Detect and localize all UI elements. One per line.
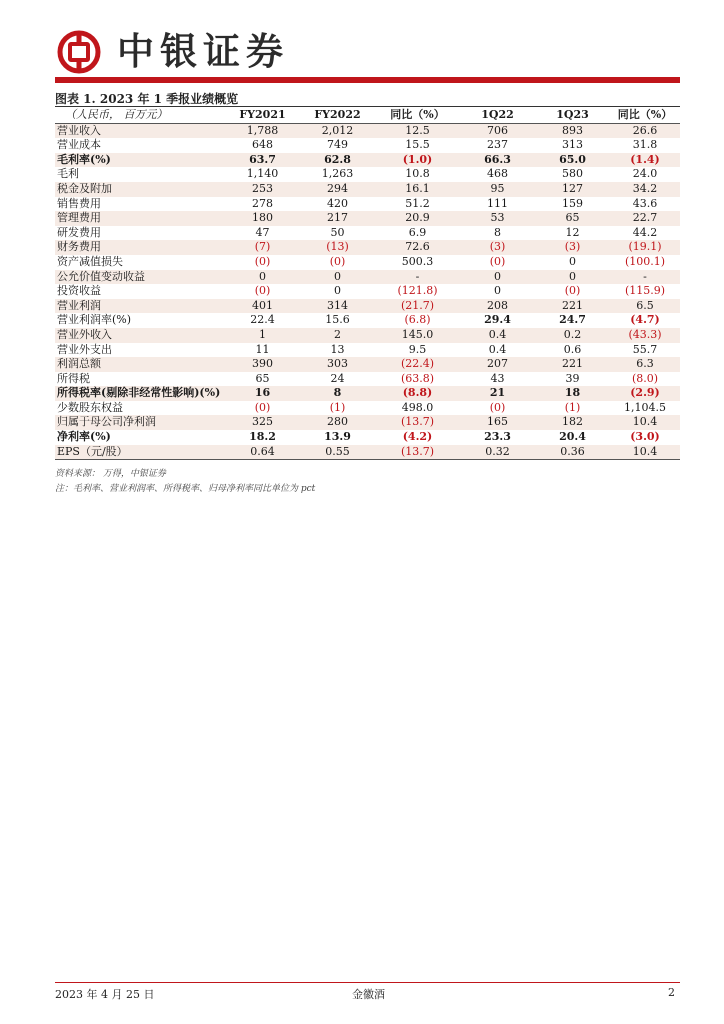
table-cell: 6.5	[610, 299, 680, 314]
table-cell: (6.8)	[404, 313, 431, 327]
table-row	[55, 211, 680, 226]
table-cell: 111	[487, 196, 508, 210]
table-cell: 6.3	[610, 357, 680, 372]
table-cell: (7)	[225, 240, 300, 255]
table-cell: 159	[562, 196, 583, 210]
table-cell: 65.0	[535, 153, 610, 168]
table-cell: (22.4)	[375, 357, 460, 372]
table-cell: (3.0)	[630, 430, 660, 444]
table-cell: 294	[300, 182, 375, 197]
row-label: 财务费用	[55, 240, 225, 255]
row-label: 营业利润率(%)	[57, 313, 132, 327]
table-cell: 207	[460, 357, 535, 372]
table-cell: 1	[225, 328, 300, 343]
table-cell: (3)	[460, 240, 535, 255]
table-cell: 8	[300, 386, 375, 401]
table-cell: 63.7	[225, 153, 300, 168]
header-divider	[55, 77, 680, 83]
table-cell: (4.7)	[630, 313, 660, 327]
table-cell: 72.6	[375, 240, 460, 255]
table-cell: 237	[487, 138, 508, 152]
table-cell: 1,263	[321, 167, 354, 181]
table-cell: 51.2	[405, 196, 430, 210]
table-cell: 12	[565, 225, 580, 239]
table-header-row	[55, 108, 680, 123]
row-label: 公允价值变动收益	[55, 270, 225, 285]
table-cell: (0)	[254, 254, 271, 268]
table-cell: (19.1)	[610, 240, 680, 255]
table-cell: (0)	[329, 254, 346, 268]
table-cell: 2,012	[300, 123, 375, 138]
table-cell: (1.4)	[610, 153, 680, 168]
table-cell: 221	[535, 357, 610, 372]
table-cell: 253	[225, 182, 300, 197]
table-cell: 0.2	[535, 328, 610, 343]
table-cell: 6.9	[408, 225, 427, 239]
column-header: FY2022	[300, 108, 375, 123]
table-cell: 55.7	[632, 342, 658, 356]
row-label: 营业外支出	[57, 342, 112, 356]
table-cell: (2.9)	[610, 386, 680, 401]
row-label: 税金及附加	[55, 182, 225, 197]
table-cell: 0.4	[488, 342, 507, 356]
table-row	[55, 386, 680, 401]
row-label: 营业利润	[55, 299, 225, 314]
table-cell: 278	[252, 196, 273, 210]
table-cell: 24.7	[559, 313, 586, 327]
table-cell: 280	[300, 415, 375, 430]
table-cell: 182	[535, 415, 610, 430]
row-label: 营业成本	[57, 138, 101, 152]
table-cell: 18.2	[249, 430, 276, 444]
table-cell: 13.9	[324, 430, 351, 444]
row-label: 营业外收入	[55, 328, 225, 343]
table-cell: 500.3	[401, 254, 434, 268]
table-row	[55, 372, 680, 387]
table-cell: 706	[460, 123, 535, 138]
table-row	[55, 299, 680, 314]
footer-company: 金徽酒	[352, 988, 385, 1001]
table-cell: (121.8)	[397, 284, 438, 298]
table-cell: 20.4	[559, 430, 586, 444]
table-cell: 145.0	[375, 328, 460, 343]
table-cell: 43.6	[632, 196, 658, 210]
table-cell: 390	[225, 357, 300, 372]
figure-title: 图表 1. 2023 年 1 季报业绩概览	[55, 92, 239, 106]
table-cell: 314	[300, 299, 375, 314]
table-cell: 180	[225, 211, 300, 226]
table-cell: 22.7	[610, 211, 680, 226]
table-top-rule	[55, 106, 680, 107]
table-cell: 62.8	[300, 153, 375, 168]
source-note: 资料来源： 万得，中银证券	[55, 469, 166, 479]
table-cell: 26.6	[610, 123, 680, 138]
column-header: 同比（%）	[610, 108, 680, 123]
table-cell: 0.36	[535, 445, 610, 460]
table-cell: (4.2)	[402, 430, 433, 444]
table-cell: 16.1	[375, 182, 460, 197]
table-row	[55, 284, 680, 299]
table-cell: (1)	[329, 400, 346, 414]
table-cell: 1,788	[225, 123, 300, 138]
table-cell: 65	[255, 371, 270, 385]
table-cell: 34.2	[610, 182, 680, 197]
table-row	[55, 445, 680, 460]
table-cell: 39	[565, 371, 580, 385]
table-cell: 0	[300, 270, 375, 285]
table-cell: 325	[225, 415, 300, 430]
table-cell: (0)	[564, 284, 581, 298]
table-cell: (100.1)	[624, 254, 666, 268]
table-row	[55, 270, 680, 285]
table-cell: 893	[535, 123, 610, 138]
table-cell: 13	[330, 342, 345, 356]
table-cell: 66.3	[460, 153, 535, 168]
table-cell: (3)	[535, 240, 610, 255]
table-cell: 420	[327, 196, 348, 210]
table-row	[55, 343, 680, 358]
page-number: 2	[668, 986, 675, 999]
table-cell: 43	[490, 371, 505, 385]
table-row	[55, 255, 680, 270]
table-cell: 313	[562, 138, 583, 152]
table-cell: 16	[225, 386, 300, 401]
table-row	[55, 357, 680, 372]
table-cell: 648	[252, 138, 273, 152]
table-cell: 127	[535, 182, 610, 197]
table-cell: 498.0	[401, 400, 434, 414]
table-cell: 31.8	[632, 138, 658, 152]
table-cell: 24	[330, 371, 345, 385]
table-cell: 165	[460, 415, 535, 430]
financial-summary-table	[55, 108, 680, 460]
table-cell: (8.8)	[375, 386, 460, 401]
table-cell: 20.9	[375, 211, 460, 226]
table-cell: 221	[535, 299, 610, 314]
table-body	[55, 123, 680, 460]
table-cell: 0	[569, 254, 576, 268]
table-cell: (63.8)	[400, 371, 435, 385]
table-row	[55, 226, 680, 241]
table-cell: (13.7)	[375, 415, 460, 430]
row-label: 少数股东权益	[57, 400, 123, 414]
brand-name: 中银证券	[117, 30, 289, 73]
table-cell: 10.8	[405, 167, 430, 181]
row-label: 销售费用	[57, 196, 101, 210]
table-cell: 1,104.5	[624, 400, 666, 414]
table-cell: (0)	[489, 254, 506, 268]
row-label: 所得税	[57, 371, 90, 385]
table-row	[55, 182, 680, 197]
table-cell: (0)	[254, 284, 271, 298]
table-cell: -	[375, 270, 460, 285]
table-cell: 9.5	[408, 342, 427, 356]
table-cell: 580	[562, 167, 583, 181]
table-cell: 65	[535, 211, 610, 226]
table-cell: 303	[300, 357, 375, 372]
table-cell: (1.0)	[375, 153, 460, 168]
table-cell: 0.64	[225, 445, 300, 460]
table-cell: 10.4	[610, 445, 680, 460]
table-cell: 44.2	[632, 225, 658, 239]
table-row	[55, 415, 680, 430]
row-label: 管理费用	[55, 211, 225, 226]
table-cell: 468	[487, 167, 508, 181]
footer-date: 2023 年 4 月 25 日	[55, 988, 155, 1001]
row-label: 资产减值损失	[57, 254, 123, 268]
table-cell: (8.0)	[631, 371, 659, 385]
table-row	[55, 167, 680, 182]
table-row	[55, 138, 680, 153]
column-header: 1Q22	[460, 108, 535, 123]
table-cell: 11	[255, 342, 270, 356]
table-cell: 21	[460, 386, 535, 401]
table-cell: 0	[535, 270, 610, 285]
table-cell: 217	[300, 211, 375, 226]
row-label: 净利率(%)	[57, 430, 111, 444]
row-label: 归属于母公司净利润	[55, 415, 225, 430]
page-header	[55, 26, 675, 80]
row-label: 研发费用	[57, 225, 101, 239]
row-label: 营业收入	[55, 123, 225, 138]
table-row	[55, 313, 680, 328]
table-cell: 401	[225, 299, 300, 314]
table-cell: 0	[494, 284, 501, 298]
table-cell: (13.7)	[375, 445, 460, 460]
table-cell: -	[610, 270, 680, 285]
table-cell: 2	[300, 328, 375, 343]
row-label: 所得税率(剔除非经常性影响)(%)	[55, 386, 225, 401]
table-cell: (13)	[300, 240, 375, 255]
table-cell: 749	[327, 138, 348, 152]
table-cell: 10.4	[610, 415, 680, 430]
table-cell: 29.4	[484, 313, 511, 327]
table-row	[55, 240, 680, 255]
table-cell: 0.6	[563, 342, 582, 356]
row-label: 投资收益	[57, 284, 101, 298]
table-cell: 12.5	[375, 123, 460, 138]
table-cell: 0.55	[300, 445, 375, 460]
column-header: 1Q23	[535, 108, 610, 123]
table-cell: 0	[334, 284, 341, 298]
table-cell: 15.5	[405, 138, 430, 152]
table-cell: (21.7)	[375, 299, 460, 314]
table-cell: 18	[535, 386, 610, 401]
table-cell: 24.0	[632, 167, 658, 181]
column-header: 同比（%）	[375, 108, 460, 123]
table-row	[55, 401, 680, 416]
table-cell: 22.4	[250, 313, 275, 327]
bank-of-china-logo-icon	[57, 30, 101, 74]
row-label: EPS（元/股）	[55, 445, 225, 460]
table-cell: 1,140	[246, 167, 279, 181]
table-row	[55, 328, 680, 343]
table-row	[55, 430, 680, 445]
table-cell: 23.3	[484, 430, 511, 444]
table-cell: 8	[494, 225, 501, 239]
table-row	[55, 123, 680, 138]
table-cell: 0.4	[460, 328, 535, 343]
table-cell: 208	[460, 299, 535, 314]
table-cell: 0	[225, 270, 300, 285]
row-label: 毛利	[57, 167, 79, 181]
table-cell: 0.32	[460, 445, 535, 460]
table-cell: (0)	[489, 400, 506, 414]
table-cell: 50	[330, 225, 345, 239]
table-cell: 15.6	[325, 313, 350, 327]
unit-note: 注：毛利率、营业利润率、所得税率、归母净利率同比单位为 pct	[55, 484, 316, 494]
table-cell: 0	[460, 270, 535, 285]
table-cell: (43.3)	[610, 328, 680, 343]
table-row	[55, 153, 680, 168]
row-label: 利润总额	[55, 357, 225, 372]
table-cell: 53	[460, 211, 535, 226]
table-cell: 95	[460, 182, 535, 197]
column-header: （人民币， 百万元）	[55, 108, 225, 123]
table-cell: (115.9)	[624, 284, 666, 298]
table-cell: (1)	[564, 400, 581, 414]
column-header: FY2021	[225, 108, 300, 123]
table-row	[55, 197, 680, 212]
footer-divider	[55, 982, 680, 983]
table-cell: 47	[255, 225, 270, 239]
row-label: 毛利率(%)	[55, 153, 225, 168]
table-cell: (0)	[254, 400, 271, 414]
